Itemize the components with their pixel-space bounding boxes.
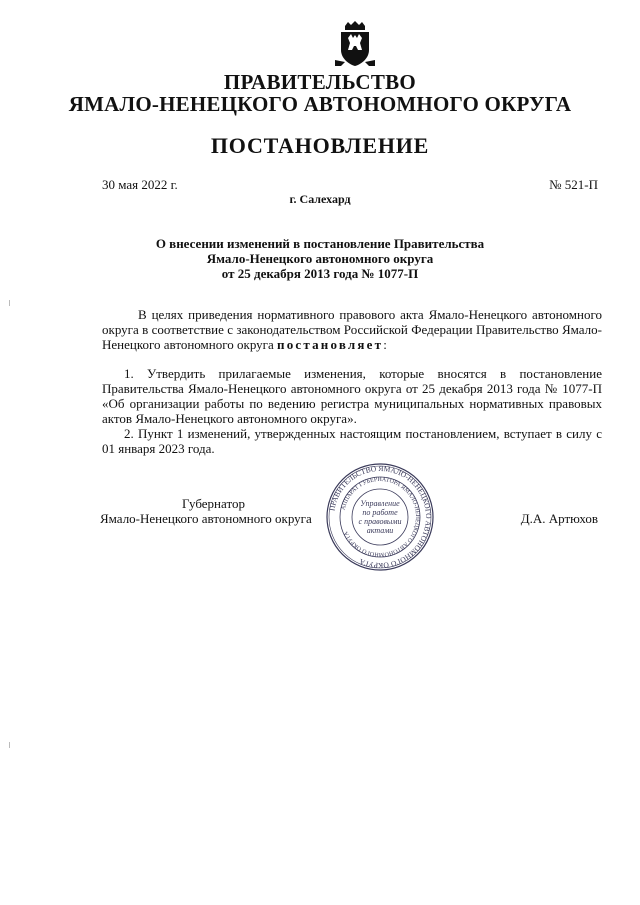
document-number: № 521-П [549,177,598,192]
scan-mark [9,742,10,748]
signer-name: Д.А. Артюхов [520,511,598,526]
document-type: ПОСТАНОВЛЕНИЕ [210,133,430,158]
subject-line1: О внесении изменений в постановление Правительства [155,236,485,251]
org-name-line1: ПРАВИТЕЛЬСТВО [223,70,417,94]
subject-line2: Ямало-Ненецкого автономного округа [206,251,434,266]
intro-end: : [383,337,387,352]
scan-mark [9,300,10,306]
signer-position-line1: Губернатор [182,496,245,511]
document-city: г. Салехард [289,192,351,206]
svg-text:актами: актами [366,526,394,535]
signer-position-line2: Ямало-Ненецкого автономного округа [100,511,312,526]
svg-text:по работе: по работе [362,508,398,517]
org-name-line2: ЯМАЛО-НЕНЕЦКОГО АВТОНОМНОГО ОКРУГА [68,92,572,116]
official-stamp [325,462,435,572]
document-date: 30 мая 2022 г. [102,177,178,192]
coat-of-arms-icon [331,20,379,68]
svg-text:АППАРАТ ГУБЕРНАТОРА ЯМАЛО-НЕНЕ: АППАРАТ ГУБЕРНАТОРА ЯМАЛО-НЕНЕЦКОГО АВТОНОМНОГО ОКРУГА [340,476,421,558]
svg-text:ПРАВИТЕЛЬСТВО ЯМАЛО-НЕНЕЦКОГО: ПРАВИТЕЛЬСТВО ЯМАЛО-НЕНЕЦКОГО АВТОНОМНОГО ОКРУГА [327,463,434,571]
subject-line3: от 25 декабря 2013 года № 1077-П [221,266,419,281]
intro-paragraph [102,307,602,352]
svg-text:Управление: Управление [360,499,400,508]
intro-text: В целях приведения нормативного правового акта Ямало-Ненецкого автономного округа в соответствие с законодательством Российской Федерации Правительство Ямало-Ненецкого автономного округа [102,307,602,352]
intro-verb: постановляет [277,337,384,352]
item-2: 2. Пункт 1 изменений, утвержденных настоящим постановлением, вступает в силу с 01 января 2023 года. [102,426,602,456]
item-1: 1. Утвердить прилагаемые изменения, которые вносятся в постановление Правительства Ямало-Ненецкого автономного округа от 25 декабря 2013 года № 1077-П «Об организации работы по ведению регистра муниципальных нормативных правовых актов Ямало-Ненецкого автономного округа». [102,366,602,426]
svg-text:с правовыми: с правовыми [358,517,402,526]
